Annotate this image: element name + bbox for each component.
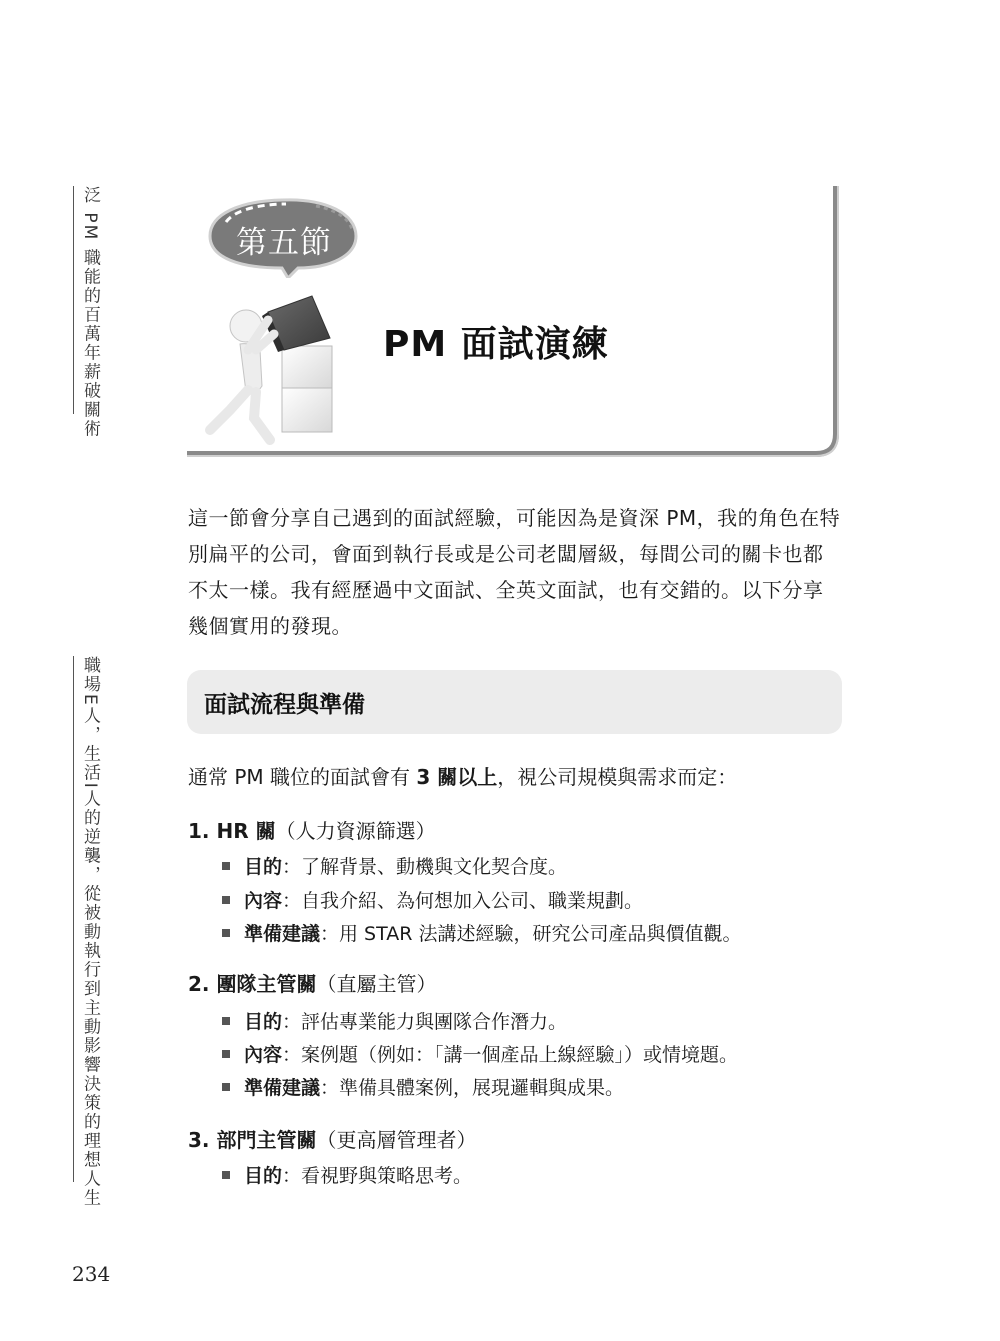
list-item — [222, 1040, 738, 1067]
page-number: 234 — [72, 1262, 111, 1286]
subheading: 面試流程與準備 — [204, 692, 365, 718]
stage-heading — [188, 968, 436, 997]
item-text: ：案例題（例如：「講一個產品上線經驗」）或情境題。 — [282, 1044, 739, 1066]
item-text: ：準備具體案例，展現邏輯與成果。 — [320, 1077, 625, 1099]
margin-rule-bottom — [73, 656, 74, 1182]
stage-heading — [188, 815, 436, 844]
square-bullet-icon — [222, 896, 230, 904]
section-badge: 第五節 — [236, 225, 332, 261]
list-item — [222, 1161, 472, 1188]
margin-rule-top — [73, 186, 74, 414]
section-title: PM 面試演練 — [383, 324, 609, 365]
item-label: 目的 — [244, 1011, 283, 1033]
square-bullet-icon — [222, 1083, 230, 1091]
stage-note: （更高層管理者） — [316, 1128, 477, 1152]
item-text: ：評估專業能力與團隊合作潛力。 — [282, 1011, 568, 1033]
stage-number: 1. — [188, 819, 210, 843]
square-bullet-icon — [222, 1017, 230, 1025]
intro-line: 這一節會分享自己遇到的面試經驗，可能因為是資深 PM，我的角色在特 — [188, 506, 841, 530]
item-text: ：看視野與策略思考。 — [282, 1165, 473, 1187]
intro-line: 幾個實用的發現。 — [188, 614, 352, 638]
list-item — [222, 886, 643, 913]
list-item — [222, 919, 742, 946]
figure-stacking-blocks-icon — [200, 290, 350, 450]
stage-heading — [188, 1124, 476, 1153]
lead-sentence — [188, 761, 737, 790]
item-text: ：自我介紹、為何想加入公司、職業規劃。 — [282, 890, 644, 912]
square-bullet-icon — [222, 1050, 230, 1058]
square-bullet-icon — [222, 862, 230, 870]
item-label: 目的 — [244, 856, 283, 878]
stage-name: HR 關 — [216, 819, 276, 843]
item-text: ：用 STAR 法講述經驗，研究公司產品與價值觀。 — [320, 923, 742, 945]
intro-line: 別扁平的公司，會面到執行長或是公司老闆層級，每間公司的關卡也都 — [188, 542, 824, 566]
running-book-title: 泛 PM 職能的百萬年薪破關術 — [80, 186, 100, 439]
item-label: 目的 — [244, 1165, 283, 1187]
stage-name: 部門主管關 — [216, 1128, 317, 1152]
stage-note: （直屬主管） — [316, 972, 437, 996]
stage-name: 團隊主管關 — [216, 972, 317, 996]
list-item — [222, 1073, 624, 1100]
stage-number: 2. — [188, 972, 210, 996]
item-text: ：了解背景、動機與文化契合度。 — [282, 856, 568, 878]
item-label: 內容 — [244, 1044, 283, 1066]
stage-number: 3. — [188, 1128, 210, 1152]
list-item — [222, 1007, 567, 1034]
lead-after: ，視公司規模與需求而定： — [497, 765, 738, 789]
square-bullet-icon — [222, 1171, 230, 1179]
intro-line: 不太一樣。我有經歷過中文面試、全英文面試，也有交錯的。以下分享 — [188, 578, 824, 602]
lead-emphasis: 3 關以上 — [416, 765, 498, 789]
item-label: 內容 — [244, 890, 283, 912]
item-label: 準備建議 — [244, 1077, 321, 1099]
stage-note: （人力資源篩選） — [275, 819, 436, 843]
list-item — [222, 852, 567, 879]
intro-paragraph — [188, 500, 848, 644]
square-bullet-icon — [222, 929, 230, 937]
lead-before: 通常 PM 職位的面試會有 — [188, 765, 417, 789]
item-label: 準備建議 — [244, 923, 321, 945]
running-subtitle: 職場E人，生活I人的逆襲，從被動執行到主動影響決策的理想人生 — [80, 656, 100, 1208]
